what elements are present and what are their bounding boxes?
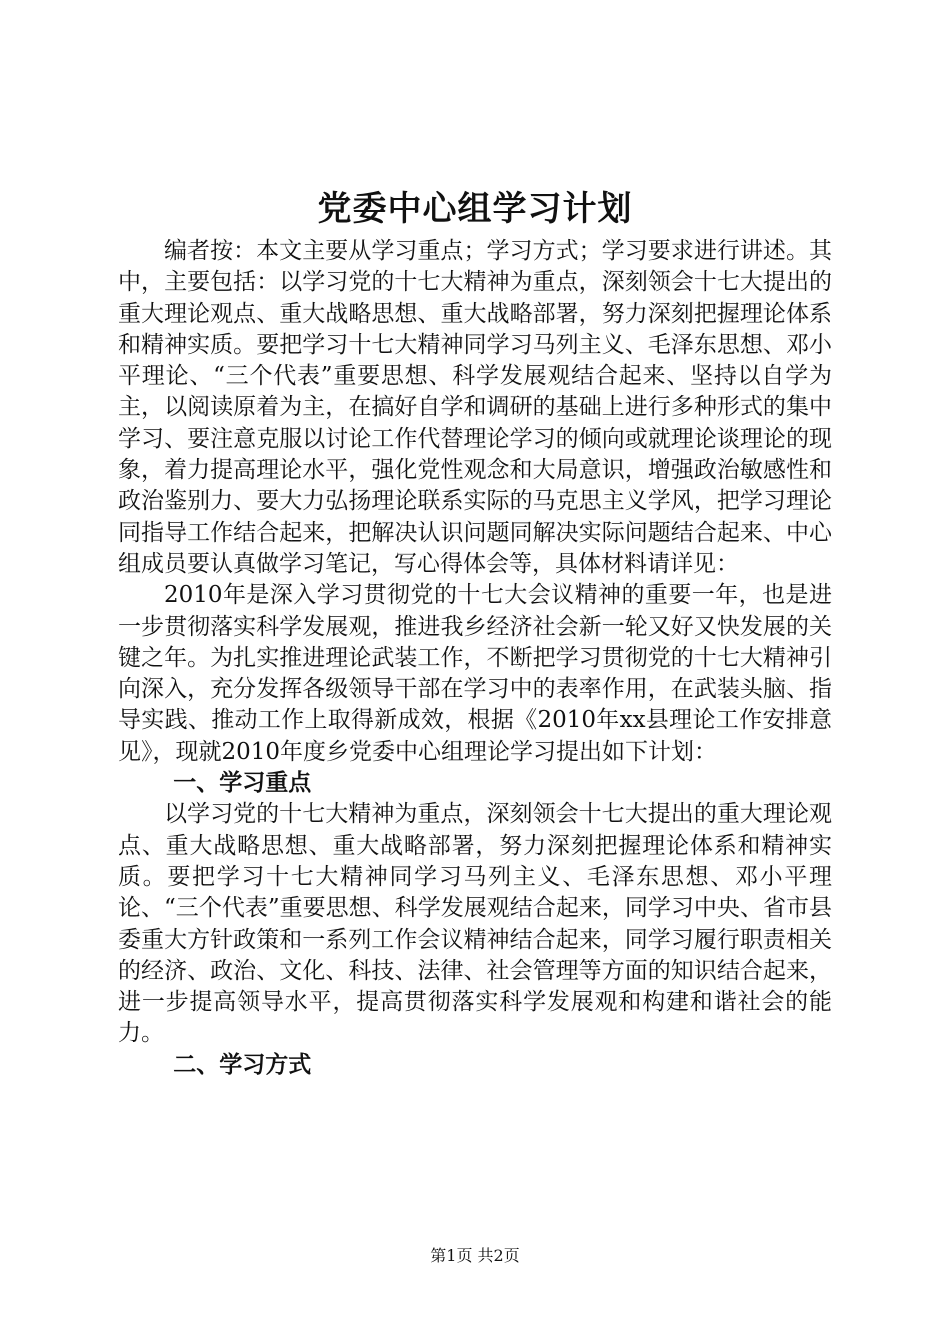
document-body (118, 236, 832, 1081)
page-footer: 第1页 共2页 (430, 1246, 520, 1265)
document-title: 党委中心组学习计划 (317, 189, 633, 229)
section-paragraph-study-focus: 以学习党的十七大精神为重点，深刻领会十七大提出的重大理论观点、重大战略思想、重大战略部署，努力深刻把握理论体系和精神实质。要把学习十七大精神同学习马列主义、毛泽东思想、邓小平理论、“三个代表”重要思想、科学发展观结合起来，同学习中央、省市县委重大方针政策和一系列工作会议精神结合起来，同学习履行职责相关的经济、政治、文化、科技、法律、社会管理等方面的知识结合起来，进一步提高领导水平，提高贯彻落实科学发展观和构建和谐社会的能力。 (118, 801, 832, 1047)
intro-paragraph: 2010年是深入学习贯彻党的十七大会议精神的重要一年，也是进一步贯彻落实科学发展观，推进我乡经济社会新一轮又好又快发展的关键之年。为扎实推进理论武装工作，不断把学习贯彻党的十七大精神引向深入，充分发挥各级领导干部在学习中的表率作用，在武装头脑、指导实践、推动工作上取得新成效，根据《2010年xx县理论工作安排意见》，现就2010年度乡党委中心组理论学习提出如下计划： (118, 582, 832, 765)
section-heading-study-focus: 一、学习重点 (173, 770, 312, 797)
section-heading-study-method: 二、学习方式 (173, 1051, 312, 1078)
editor-note-paragraph: 编者按：本文主要从学习重点；学习方式；学习要求进行讲述。其中，主要包括：以学习党的十七大精神为重点，深刻领会十七大提出的重大理论观点、重大战略思想、重大战略部署，努力深刻把握理论体系和精神实质。要把学习十七大精神同学习马列主义、毛泽东思想、邓小平理论、“三个代表”重要思想、科学发展观结合起来、坚持以自学为主，以阅读原着为主，在搞好自学和调研的基础上进行多种形式的集中学习、要注意克服以讨论工作代替理论学习的倾向或就理论谈理论的现象，着力提高理论水平，强化党性观念和大局意识，增强政治敏感性和政治鉴别力、要大力弘扬理论联系实际的马克思主义学风，把学习理论同指导工作结合起来，把解决认识问题同解决实际问题结合起来、中心组成员要认真做学习笔记，写心得体会等，具体材料请详见： (118, 238, 832, 577)
